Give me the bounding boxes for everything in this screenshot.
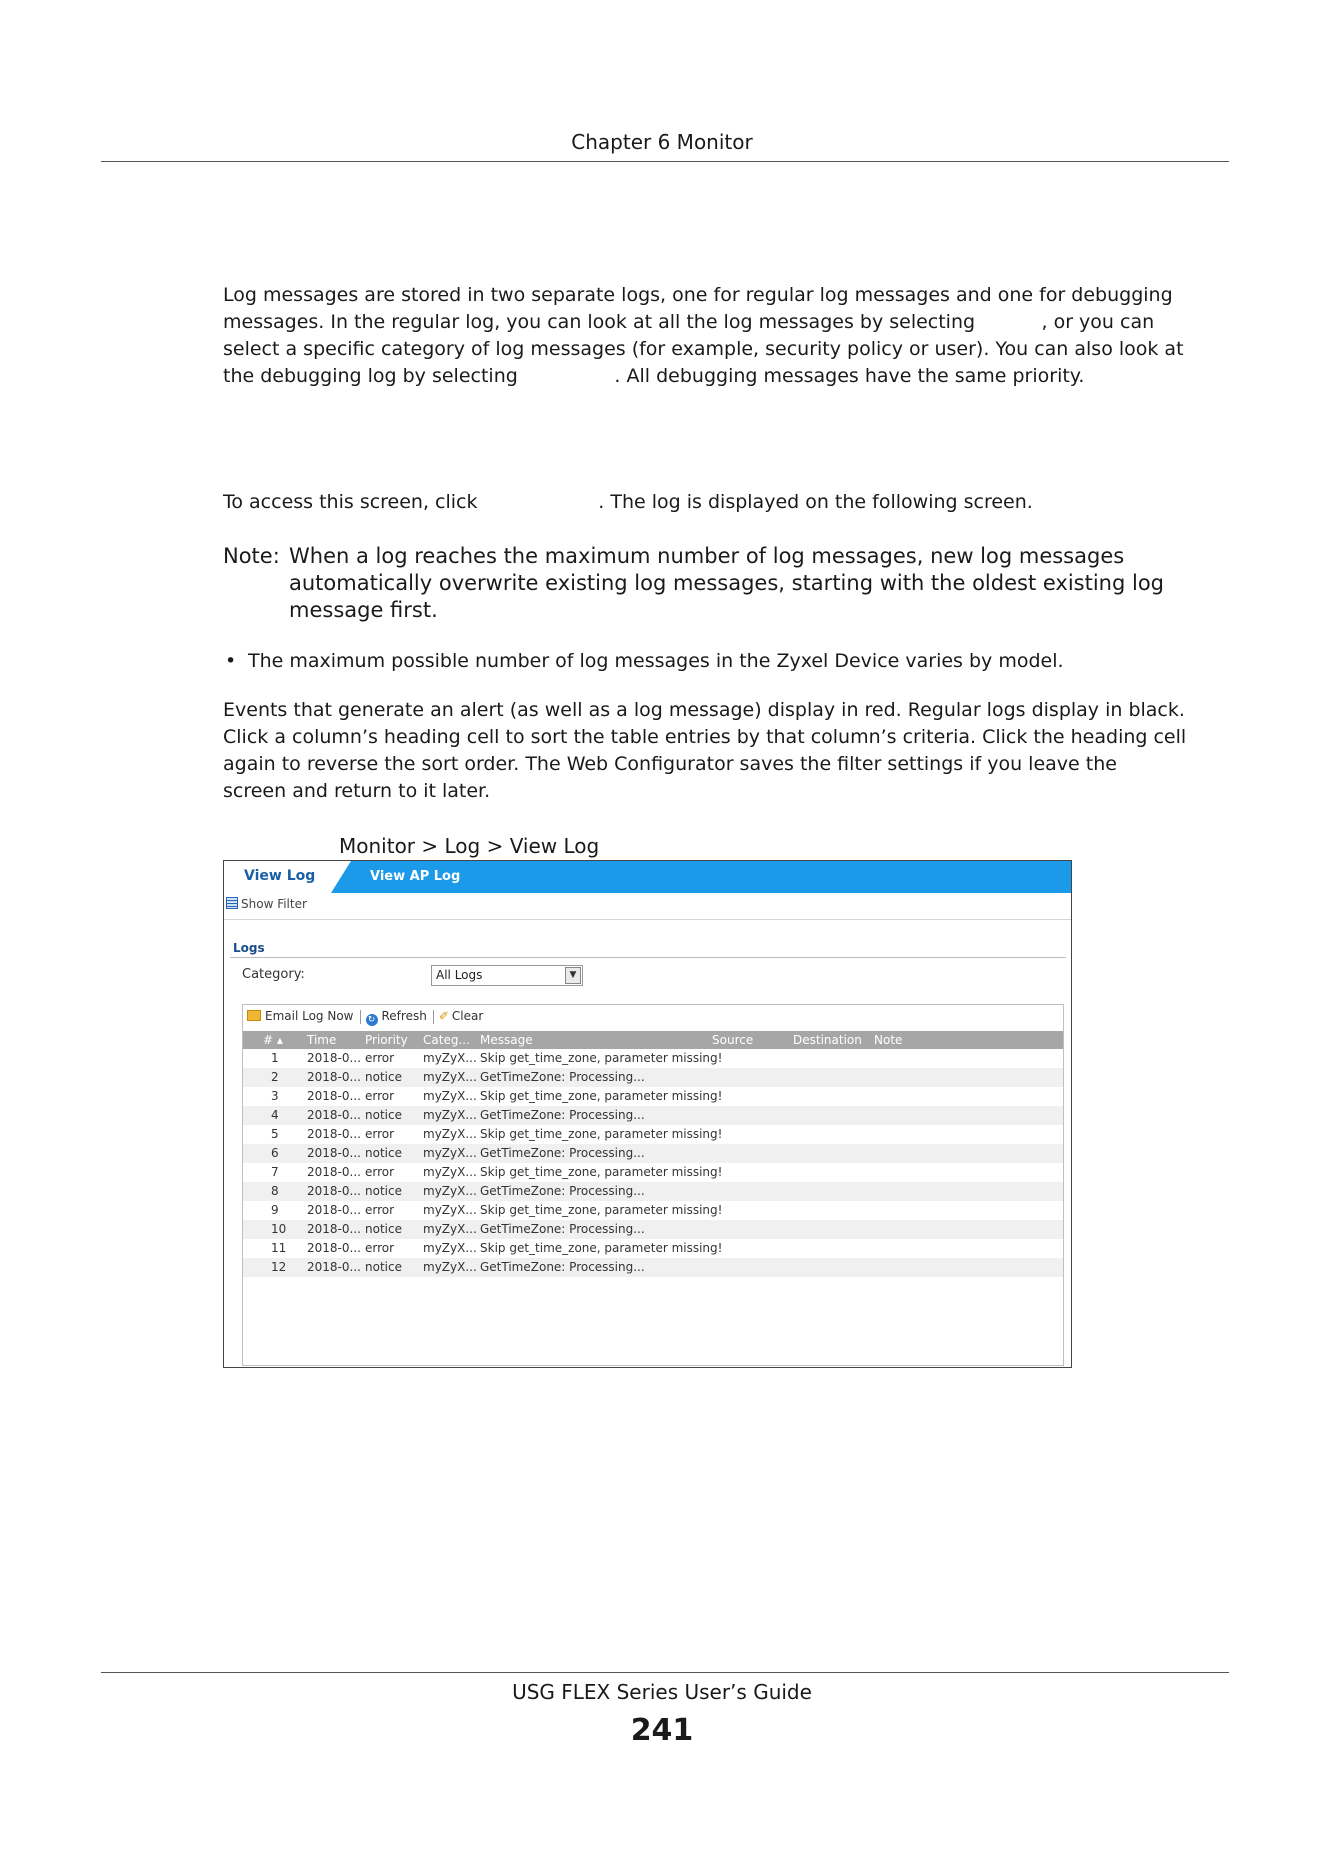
- events-line: Events that generate an alert (as well as a log message) display in red. Regular logs display in black.: [223, 699, 1185, 721]
- table-row[interactable]: [243, 1163, 1063, 1182]
- divider: [230, 957, 1066, 958]
- row-category: myZyX...: [423, 1222, 477, 1236]
- table-row[interactable]: [243, 1239, 1063, 1258]
- table-row[interactable]: [243, 1087, 1063, 1106]
- table-row[interactable]: [243, 1049, 1063, 1068]
- show-filter-link[interactable]: [226, 897, 307, 911]
- row-number: 5: [271, 1127, 279, 1141]
- events-line: Click a column’s heading cell to sort the table entries by that column’s criteria. Click the heading cell: [223, 726, 1187, 748]
- note-block: [223, 543, 1213, 625]
- intro-line: messages. In the regular log, you can look at all the log messages by selecting , or you can: [223, 311, 1155, 333]
- row-category: myZyX...: [423, 1051, 477, 1065]
- row-time: 2018-0...: [307, 1108, 361, 1122]
- row-time: 2018-0...: [307, 1241, 361, 1255]
- row-message: Skip get_time_zone, parameter missing!: [480, 1241, 723, 1255]
- row-number: 1: [271, 1051, 279, 1065]
- row-message: Skip get_time_zone, parameter missing!: [480, 1127, 723, 1141]
- row-category: myZyX...: [423, 1070, 477, 1084]
- row-message: Skip get_time_zone, parameter missing!: [480, 1165, 723, 1179]
- row-message: GetTimeZone: Processing...: [480, 1070, 645, 1084]
- column-header-source[interactable]: Source: [712, 1033, 754, 1047]
- table-row[interactable]: [243, 1201, 1063, 1220]
- table-row[interactable]: [243, 1125, 1063, 1144]
- row-time: 2018-0...: [307, 1222, 361, 1236]
- row-category: myZyX...: [423, 1184, 477, 1198]
- column-header-message[interactable]: Message: [480, 1033, 533, 1047]
- events-line: screen and return to it later.: [223, 780, 491, 802]
- refresh-button[interactable]: [366, 1009, 427, 1026]
- row-message: Skip get_time_zone, parameter missing!: [480, 1203, 723, 1217]
- row-time: 2018-0...: [307, 1146, 361, 1160]
- toolbar-separator: [360, 1010, 361, 1024]
- column-header-destination[interactable]: Destination: [793, 1033, 862, 1047]
- intro-line: Log messages are stored in two separate logs, one for regular log messages and one for debugging: [223, 284, 1173, 306]
- row-time: 2018-0...: [307, 1260, 361, 1274]
- tab-bar: [224, 861, 1071, 893]
- column-header-number[interactable]: # ▴: [263, 1033, 283, 1047]
- figure-caption: Monitor > Log > View Log: [339, 834, 600, 858]
- filter-icon: [226, 897, 238, 909]
- row-message: GetTimeZone: Processing...: [480, 1146, 645, 1160]
- access-paragraph: To access this screen, click . The log is displayed on the following screen.: [223, 491, 1033, 513]
- row-number: 12: [271, 1260, 287, 1274]
- row-number: 11: [271, 1241, 287, 1255]
- row-message: GetTimeZone: Processing...: [480, 1222, 645, 1236]
- clear-label: Clear: [451, 1009, 484, 1023]
- row-message: GetTimeZone: Processing...: [480, 1184, 645, 1198]
- row-priority: error: [365, 1241, 395, 1255]
- row-time: 2018-0...: [307, 1089, 361, 1103]
- row-priority: error: [365, 1089, 395, 1103]
- row-message: Skip get_time_zone, parameter missing!: [480, 1089, 723, 1103]
- category-select[interactable]: [431, 965, 583, 986]
- events-line: again to reverse the sort order. The Web Configurator saves the filter settings if you leave the: [223, 753, 1117, 775]
- events-paragraph: [223, 697, 1213, 805]
- row-time: 2018-0...: [307, 1203, 361, 1217]
- row-priority: error: [365, 1127, 395, 1141]
- tab-view-log-label: View Log: [244, 868, 316, 884]
- row-time: 2018-0...: [307, 1184, 361, 1198]
- chapter-header: Chapter 6 Monitor: [571, 130, 753, 154]
- table-header: [243, 1031, 1063, 1049]
- chevron-down-icon: ▼: [565, 967, 581, 984]
- row-time: 2018-0...: [307, 1051, 361, 1065]
- view-log-screenshot: [223, 860, 1072, 1368]
- note-text: When a log reaches the maximum number of log messages, new log messages automatically overwrite existing log messages, starting with the oldest existing log message first.: [289, 544, 1164, 622]
- email-log-now-label: Email Log Now: [265, 1009, 354, 1023]
- row-number: 8: [271, 1184, 279, 1198]
- broom-icon: ✐: [438, 1009, 449, 1023]
- column-header-time[interactable]: Time: [307, 1033, 337, 1047]
- table-row[interactable]: [243, 1182, 1063, 1201]
- row-category: myZyX...: [423, 1165, 477, 1179]
- table-row[interactable]: [243, 1144, 1063, 1163]
- row-priority: notice: [365, 1260, 402, 1274]
- row-message: Skip get_time_zone, parameter missing!: [480, 1051, 723, 1065]
- column-header-note[interactable]: Note: [874, 1033, 903, 1047]
- table-row[interactable]: [243, 1220, 1063, 1239]
- refresh-icon: ↻: [366, 1014, 378, 1026]
- table-row[interactable]: [243, 1106, 1063, 1125]
- intro-line: select a specific category of log messages (for example, security policy or user). You can also look at: [223, 338, 1184, 360]
- row-number: 6: [271, 1146, 279, 1160]
- log-table-panel: [242, 1004, 1064, 1366]
- email-log-now-button[interactable]: [247, 1009, 354, 1023]
- envelope-icon: [247, 1010, 261, 1021]
- intro-paragraph: [223, 282, 1213, 390]
- row-category: myZyX...: [423, 1108, 477, 1122]
- row-priority: error: [365, 1203, 395, 1217]
- clear-button[interactable]: [439, 1009, 483, 1023]
- row-category: myZyX...: [423, 1127, 477, 1141]
- footer-rule: [101, 1672, 1229, 1673]
- tab-view-log[interactable]: [224, 861, 331, 893]
- row-number: 7: [271, 1165, 279, 1179]
- row-time: 2018-0...: [307, 1070, 361, 1084]
- table-row[interactable]: [243, 1258, 1063, 1277]
- bullet-symbol: •: [225, 650, 237, 672]
- row-category: myZyX...: [423, 1146, 477, 1160]
- row-priority: notice: [365, 1222, 402, 1236]
- row-message: GetTimeZone: Processing...: [480, 1108, 645, 1122]
- row-number: 4: [271, 1108, 279, 1122]
- row-number: 9: [271, 1203, 279, 1217]
- log-toolbar: [247, 1009, 483, 1027]
- divider: [224, 919, 1071, 920]
- row-number: 10: [271, 1222, 287, 1236]
- tab-slant-decoration: [331, 861, 351, 893]
- note-label: Note:: [223, 544, 280, 568]
- column-header-priority[interactable]: Priority: [365, 1033, 408, 1047]
- row-priority: notice: [365, 1070, 402, 1084]
- column-header-category[interactable]: Categ...: [423, 1033, 470, 1047]
- category-label: Category:: [242, 967, 305, 982]
- toolbar-separator: [433, 1010, 434, 1024]
- row-category: myZyX...: [423, 1203, 477, 1217]
- category-value: All Logs: [436, 968, 483, 982]
- row-message: GetTimeZone: Processing...: [480, 1260, 645, 1274]
- row-priority: notice: [365, 1146, 402, 1160]
- bullet-text: The maximum possible number of log messages in the Zyxel Device varies by model.: [248, 650, 1064, 672]
- row-number: 2: [271, 1070, 279, 1084]
- row-time: 2018-0...: [307, 1127, 361, 1141]
- page-number: 241: [630, 1713, 694, 1748]
- row-priority: error: [365, 1051, 395, 1065]
- show-filter-label: Show Filter: [241, 897, 307, 911]
- row-number: 3: [271, 1089, 279, 1103]
- row-priority: notice: [365, 1184, 402, 1198]
- intro-line: the debugging log by selecting . All debugging messages have the same priority.: [223, 365, 1085, 387]
- row-time: 2018-0...: [307, 1165, 361, 1179]
- refresh-label: Refresh: [381, 1009, 427, 1023]
- row-priority: notice: [365, 1108, 402, 1122]
- guide-title: USG FLEX Series User’s Guide: [512, 1680, 812, 1704]
- row-category: myZyX...: [423, 1241, 477, 1255]
- table-row[interactable]: [243, 1068, 1063, 1087]
- bullet-item: [223, 648, 1213, 675]
- row-category: myZyX...: [423, 1089, 477, 1103]
- logs-section-title: Logs: [233, 941, 265, 955]
- tab-view-ap-log[interactable]: View AP Log: [370, 869, 461, 884]
- row-priority: error: [365, 1165, 395, 1179]
- header-rule: [101, 161, 1229, 162]
- row-category: myZyX...: [423, 1260, 477, 1274]
